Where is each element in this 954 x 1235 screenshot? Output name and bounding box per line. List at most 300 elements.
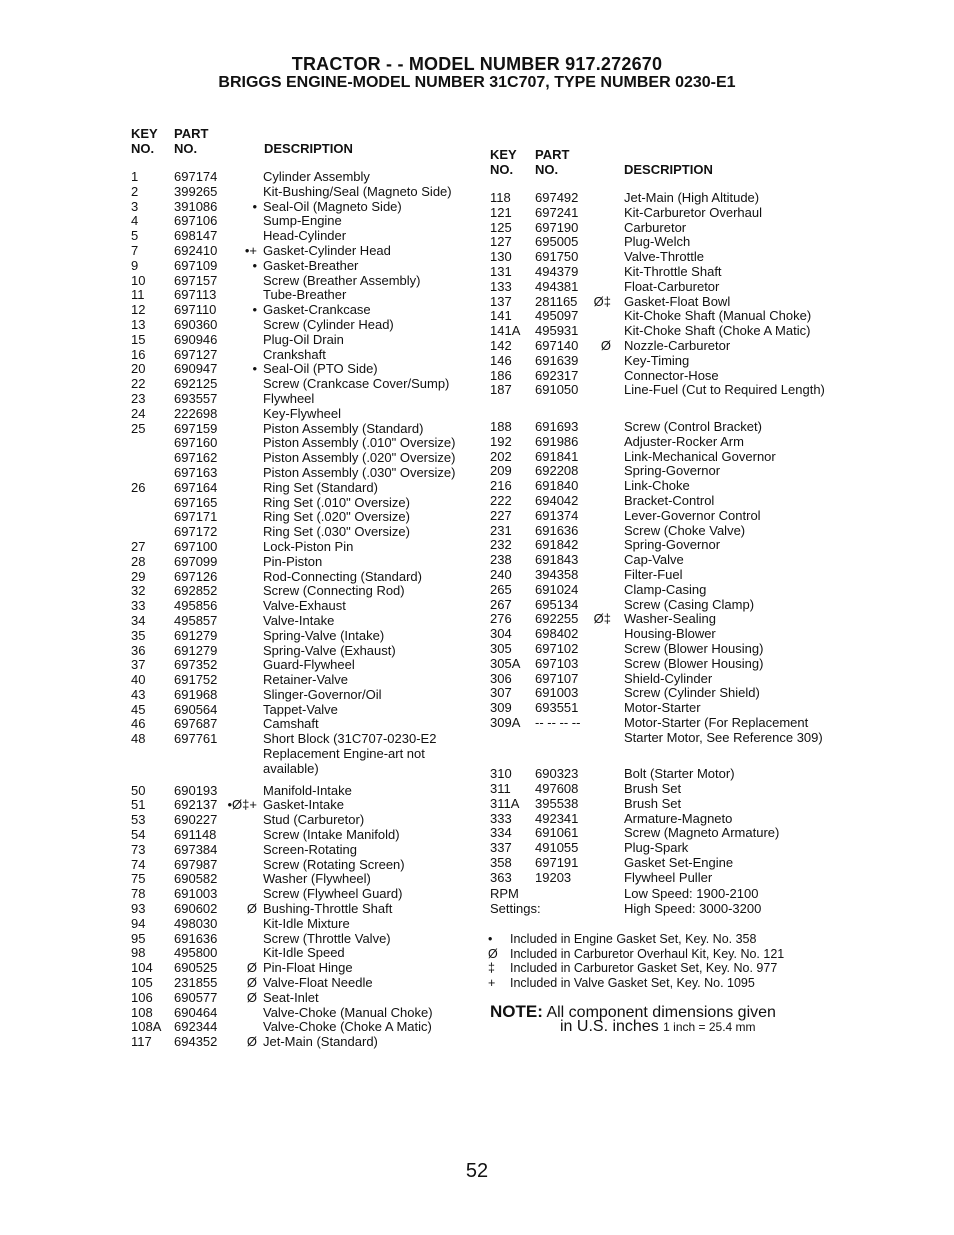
table-row bbox=[490, 627, 850, 642]
part-description: Ring Set (.010" Oversize) bbox=[263, 494, 410, 510]
part-number: 491055 bbox=[535, 840, 579, 856]
part-description: Washer (Flywheel) bbox=[263, 871, 371, 887]
key-number: 127 bbox=[490, 234, 512, 250]
part-description: Kit-Throttle Shaft bbox=[624, 263, 722, 279]
part-description: Line-Fuel (Cut to Required Length) bbox=[624, 382, 825, 398]
table-row bbox=[131, 717, 491, 732]
part-number: 698402 bbox=[535, 626, 579, 642]
part-number: 690464 bbox=[174, 1004, 218, 1020]
part-number: 495800 bbox=[174, 945, 218, 961]
part-description: Cap-Valve bbox=[624, 552, 684, 568]
part-number: 698147 bbox=[174, 228, 218, 244]
table-row bbox=[490, 538, 850, 553]
key-number: 216 bbox=[490, 478, 512, 494]
part-description: Sump-Engine bbox=[263, 213, 342, 229]
part-description: Gasket Set-Engine bbox=[624, 855, 734, 871]
key-number: 40 bbox=[131, 672, 146, 688]
key-number: 4 bbox=[131, 213, 139, 229]
part-number: 691024 bbox=[535, 581, 579, 597]
left-description-header: DESCRIPTION bbox=[264, 141, 353, 156]
key-number: 108A bbox=[131, 1019, 162, 1035]
key-number: 95 bbox=[131, 930, 146, 946]
part-description: Pin-Piston bbox=[263, 553, 323, 569]
part-description: Jet-Main (Standard) bbox=[263, 1034, 378, 1050]
part-number: 692410 bbox=[174, 242, 218, 258]
part-marker: Ø bbox=[246, 989, 257, 1005]
part-description: Tappet-Valve bbox=[263, 701, 338, 717]
table-row bbox=[131, 917, 491, 932]
key-number: 7 bbox=[131, 242, 139, 258]
key-number: 12 bbox=[131, 302, 146, 318]
part-number: 692344 bbox=[174, 1019, 218, 1035]
part-number: 695134 bbox=[535, 596, 579, 612]
part-description: Flywheel bbox=[263, 390, 315, 406]
part-marker: •+ bbox=[244, 242, 257, 258]
part-description: Housing-Blower bbox=[624, 626, 716, 642]
table-row bbox=[131, 614, 491, 629]
part-number: 495856 bbox=[174, 598, 218, 614]
part-number: 697384 bbox=[174, 841, 218, 857]
key-number: 53 bbox=[131, 812, 146, 828]
key-number: 25 bbox=[131, 420, 146, 436]
part-description: Tube-Breather bbox=[263, 287, 347, 303]
part-description: Valve-Intake bbox=[263, 612, 335, 628]
key-number: 104 bbox=[131, 960, 153, 976]
part-description: Retainer-Valve bbox=[263, 672, 349, 688]
part-description: Armature-Magneto bbox=[624, 810, 733, 826]
key-number: 5 bbox=[131, 228, 139, 244]
key-number: 333 bbox=[490, 810, 512, 826]
table-row bbox=[490, 250, 850, 265]
part-marker: • bbox=[252, 198, 257, 214]
part-description: Kit-Idle Speed bbox=[263, 945, 345, 961]
part-description: Screw (Intake Manifold) bbox=[263, 827, 400, 843]
part-number: 691374 bbox=[535, 507, 579, 523]
key-number: 358 bbox=[490, 855, 512, 871]
part-marker: Ø‡ bbox=[593, 611, 611, 627]
table-row bbox=[490, 701, 850, 716]
table-row bbox=[490, 642, 850, 657]
part-description: Guard-Flywheel bbox=[263, 657, 355, 673]
table-row bbox=[131, 828, 491, 843]
part-description: Link-Choke bbox=[624, 478, 690, 494]
table-row bbox=[490, 464, 850, 479]
dimension-note-line2: in U.S. inches 1 inch = 25.4 mm bbox=[560, 1018, 756, 1035]
table-row bbox=[131, 466, 491, 481]
key-number: 32 bbox=[131, 583, 146, 599]
part-description: Screw (Rotating Screen) bbox=[263, 856, 405, 872]
key-number: 51 bbox=[131, 797, 146, 813]
part-number: 697174 bbox=[174, 169, 218, 184]
part-description: Motor-Starter (For Replacement Starter Motor, See Reference 309) bbox=[624, 714, 823, 745]
part-description: Key-Timing bbox=[624, 352, 690, 368]
key-number: 20 bbox=[131, 361, 146, 377]
table-row bbox=[131, 887, 491, 902]
part-description: Stud (Carburetor) bbox=[263, 812, 365, 828]
part-description: Plug-Spark bbox=[624, 840, 689, 856]
right-key-header: KEY NO. bbox=[490, 147, 517, 177]
key-number: 22 bbox=[131, 376, 146, 392]
part-marker: Ø bbox=[600, 337, 611, 353]
part-description: Bolt (Starter Motor) bbox=[624, 766, 735, 782]
key-number: 54 bbox=[131, 827, 146, 843]
table-row bbox=[131, 318, 491, 333]
table-row bbox=[131, 244, 491, 259]
key-number: 265 bbox=[490, 581, 512, 597]
part-number: 690577 bbox=[174, 989, 218, 1005]
key-number: 209 bbox=[490, 463, 512, 479]
table-row bbox=[490, 797, 850, 812]
table-row bbox=[490, 191, 850, 206]
table-row bbox=[131, 1020, 491, 1035]
table-row bbox=[131, 170, 491, 185]
key-number: 9 bbox=[131, 257, 139, 273]
part-description: Screw (Magneto Armature) bbox=[624, 825, 780, 841]
table-row bbox=[490, 494, 850, 509]
part-number: 691842 bbox=[535, 537, 579, 553]
key-number: 29 bbox=[131, 568, 146, 584]
table-row bbox=[131, 214, 491, 229]
legend-item: ‡ Included in Carburetor Gasket Set, Key. No. 977 bbox=[488, 961, 778, 975]
table-row bbox=[131, 525, 491, 540]
part-description: Adjuster-Rocker Arm bbox=[624, 433, 744, 449]
part-number: 697109 bbox=[174, 257, 218, 273]
part-number: 690360 bbox=[174, 316, 218, 332]
key-number: 24 bbox=[131, 405, 146, 421]
key-number: 311A bbox=[490, 795, 520, 811]
part-description: Piston Assembly (Standard) bbox=[263, 420, 424, 436]
key-number: 305A bbox=[490, 655, 521, 671]
table-row bbox=[131, 407, 491, 422]
table-row bbox=[131, 510, 491, 525]
part-description: Kit-Idle Mixture bbox=[263, 915, 350, 931]
part-description: Plug-Welch bbox=[624, 234, 691, 250]
table-row bbox=[131, 555, 491, 570]
part-number: 697171 bbox=[174, 509, 218, 525]
part-marker: Ø‡ bbox=[593, 293, 611, 309]
part-description: Screw (Cylinder Shield) bbox=[624, 685, 760, 701]
table-row bbox=[131, 1035, 491, 1050]
part-number: 690323 bbox=[535, 766, 579, 782]
part-description: Connector-Hose bbox=[624, 367, 719, 383]
key-number: 309A bbox=[490, 714, 521, 730]
key-number: 309 bbox=[490, 700, 512, 716]
part-number: 692852 bbox=[174, 583, 218, 599]
table-row bbox=[131, 976, 491, 991]
left-key-header: KEY NO. bbox=[131, 126, 158, 156]
key-number: 27 bbox=[131, 538, 146, 554]
key-number: 142 bbox=[490, 337, 512, 353]
key-number: 186 bbox=[490, 367, 512, 383]
part-marker: Ø bbox=[246, 960, 257, 976]
table-row bbox=[490, 782, 850, 797]
table-row bbox=[131, 932, 491, 947]
table-row bbox=[131, 1006, 491, 1021]
part-number: 691840 bbox=[535, 478, 579, 494]
key-number: 73 bbox=[131, 841, 146, 857]
part-number: 697159 bbox=[174, 420, 218, 436]
key-number: 363 bbox=[490, 869, 512, 885]
key-number: 36 bbox=[131, 642, 146, 658]
part-number: 222698 bbox=[174, 405, 218, 421]
key-number: 192 bbox=[490, 433, 512, 449]
key-number: 311 bbox=[490, 781, 511, 797]
rpm-high-speed: High Speed: 3000-3200 bbox=[624, 900, 762, 916]
part-description: Screw (Blower Housing) bbox=[624, 655, 764, 671]
table-row bbox=[131, 496, 491, 511]
part-description: Screw (Throttle Valve) bbox=[263, 930, 391, 946]
key-number: 231 bbox=[490, 522, 512, 538]
part-description: Flywheel Puller bbox=[624, 869, 713, 885]
table-row bbox=[131, 946, 491, 961]
part-description: Crankshaft bbox=[263, 346, 326, 362]
part-number: 697352 bbox=[174, 657, 218, 673]
key-number: 125 bbox=[490, 219, 512, 235]
part-description: Ring Set (.020" Oversize) bbox=[263, 509, 410, 525]
table-row bbox=[490, 280, 850, 295]
table-row bbox=[131, 658, 491, 673]
part-description: Brush Set bbox=[624, 781, 682, 797]
part-description: Ring Set (Standard) bbox=[263, 479, 378, 495]
table-row bbox=[131, 481, 491, 496]
table-row bbox=[131, 422, 491, 437]
key-number: 202 bbox=[490, 448, 512, 464]
key-number: 141 bbox=[490, 308, 512, 324]
part-number: 697160 bbox=[174, 435, 218, 451]
part-description: Gasket-Crankcase bbox=[263, 302, 371, 318]
part-description: Piston Assembly (.020" Oversize) bbox=[263, 450, 456, 466]
key-number: 131 bbox=[490, 263, 512, 279]
part-description: Gasket-Float Bowl bbox=[624, 293, 731, 309]
part-description: Valve-Choke (Manual Choke) bbox=[263, 1004, 433, 1020]
table-row bbox=[490, 612, 850, 627]
key-number: 187 bbox=[490, 382, 512, 398]
part-description: Spring-Governor bbox=[624, 463, 721, 479]
part-description: Seat-Inlet bbox=[263, 989, 319, 1005]
table-row bbox=[131, 259, 491, 274]
table-row bbox=[490, 479, 850, 494]
table-row bbox=[131, 451, 491, 466]
part-number: 697190 bbox=[535, 219, 579, 235]
part-description: Seal-Oil (Magneto Side) bbox=[263, 198, 402, 214]
part-description: Slinger-Governor/Oil bbox=[263, 686, 382, 702]
table-row bbox=[490, 598, 850, 613]
right-description-header: DESCRIPTION bbox=[624, 162, 713, 177]
part-number: 697191 bbox=[535, 855, 579, 871]
part-number: 691841 bbox=[535, 448, 579, 464]
key-number: 45 bbox=[131, 701, 146, 717]
part-marker: • bbox=[252, 361, 257, 377]
table-row bbox=[490, 812, 850, 827]
table-row bbox=[131, 436, 491, 451]
part-number: 691636 bbox=[535, 522, 579, 538]
key-number: 15 bbox=[131, 331, 146, 347]
part-description: Clamp-Casing bbox=[624, 581, 707, 597]
part-description: Spring-Valve (Intake) bbox=[263, 627, 385, 643]
part-number: 691279 bbox=[174, 642, 218, 658]
part-description: Camshaft bbox=[263, 716, 319, 732]
part-number: 391086 bbox=[174, 198, 218, 214]
key-number: 33 bbox=[131, 598, 146, 614]
part-description: Jet-Main (High Altitude) bbox=[624, 190, 760, 205]
part-number: 697103 bbox=[535, 655, 579, 671]
key-number: 48 bbox=[131, 731, 146, 747]
key-number: 130 bbox=[490, 249, 512, 265]
table-row bbox=[490, 826, 850, 841]
part-number: 697126 bbox=[174, 568, 218, 584]
key-number: 106 bbox=[131, 989, 153, 1005]
part-number: 399265 bbox=[174, 183, 218, 199]
table-row bbox=[490, 856, 850, 871]
key-number: 13 bbox=[131, 316, 146, 332]
key-number: 222 bbox=[490, 492, 512, 508]
key-number: 334 bbox=[490, 825, 512, 841]
key-number: 305 bbox=[490, 640, 512, 656]
table-row bbox=[131, 333, 491, 348]
legend-item: Ø Included in Carburetor Overhaul Kit, Key. No. 121 bbox=[488, 946, 785, 961]
part-marker: • bbox=[252, 257, 257, 273]
part-marker: Ø bbox=[246, 975, 257, 991]
part-number: 697113 bbox=[174, 287, 217, 303]
key-number: 1 bbox=[131, 169, 139, 184]
part-number: 697127 bbox=[174, 346, 218, 362]
key-number: 28 bbox=[131, 553, 146, 569]
part-number: 697110 bbox=[174, 302, 217, 318]
table-row bbox=[490, 686, 850, 701]
part-description: Gasket-Intake bbox=[263, 797, 344, 813]
part-number: 497608 bbox=[535, 781, 579, 797]
table-row bbox=[490, 435, 850, 450]
part-description: Key-Flywheel bbox=[263, 405, 342, 421]
table-row bbox=[131, 843, 491, 858]
key-number: 2 bbox=[131, 183, 139, 199]
table-row bbox=[490, 420, 850, 435]
part-description: Kit-Choke Shaft (Manual Choke) bbox=[624, 308, 812, 324]
part-description: Bracket-Control bbox=[624, 492, 715, 508]
part-description: Gasket-Cylinder Head bbox=[263, 242, 391, 258]
table-row bbox=[490, 206, 850, 221]
part-number: 690564 bbox=[174, 701, 218, 717]
part-description: Screw (Breather Assembly) bbox=[263, 272, 421, 288]
page-title: TRACTOR - - MODEL NUMBER 917.272670 bbox=[291, 54, 663, 74]
part-description: Carburetor bbox=[624, 219, 687, 235]
part-number: 694042 bbox=[535, 492, 579, 508]
key-number: 37 bbox=[131, 657, 146, 673]
part-number: 691750 bbox=[535, 249, 579, 265]
part-number: 697140 bbox=[535, 337, 579, 353]
part-number: 495857 bbox=[174, 612, 218, 628]
part-number: 694352 bbox=[174, 1034, 218, 1050]
table-row bbox=[131, 673, 491, 688]
table-row bbox=[490, 568, 850, 583]
table-row bbox=[131, 858, 491, 873]
key-number: 93 bbox=[131, 901, 146, 917]
table-row bbox=[131, 644, 491, 659]
part-number: 693557 bbox=[174, 390, 218, 406]
conversion-text: 1 inch = 25.4 mm bbox=[663, 1020, 756, 1034]
part-number: 691986 bbox=[535, 433, 579, 449]
part-number: 691050 bbox=[535, 382, 579, 398]
part-description: Shield-Cylinder bbox=[624, 670, 713, 686]
left-parts-table bbox=[131, 170, 491, 1050]
table-row bbox=[131, 362, 491, 377]
part-description: Piston Assembly (.010" Oversize) bbox=[263, 435, 456, 451]
part-number: 690946 bbox=[174, 331, 218, 347]
part-description: Valve-Choke (Choke A Matic) bbox=[263, 1019, 432, 1035]
part-description: Bushing-Throttle Shaft bbox=[263, 901, 393, 917]
key-number: 267 bbox=[490, 596, 512, 612]
part-marker: • bbox=[252, 302, 257, 318]
part-description: Valve-Exhaust bbox=[263, 598, 346, 614]
key-number: 188 bbox=[490, 418, 512, 434]
part-number: 690227 bbox=[174, 812, 218, 828]
part-number: 492341 bbox=[535, 810, 579, 826]
table-row bbox=[490, 221, 850, 236]
table-row bbox=[490, 524, 850, 539]
table-row bbox=[131, 274, 491, 289]
part-number: 690947 bbox=[174, 361, 218, 377]
page-number: 52 bbox=[465, 1160, 489, 1182]
part-marker: Ø bbox=[246, 901, 257, 917]
part-number: 697102 bbox=[535, 640, 579, 656]
part-number: 690582 bbox=[174, 871, 218, 887]
legend-item: + Included in Valve Gasket Set, Key. No. 1095 bbox=[488, 975, 755, 990]
part-description: Plug-Oil Drain bbox=[263, 331, 344, 347]
table-row bbox=[490, 354, 850, 369]
part-description: Nozzle-Carburetor bbox=[624, 337, 731, 353]
table-row bbox=[490, 235, 850, 250]
part-description: Screw (Crankcase Cover/Sump) bbox=[263, 376, 450, 392]
part-number: 697107 bbox=[535, 670, 579, 686]
part-number: 691148 bbox=[174, 827, 217, 843]
key-number: 121 bbox=[490, 204, 512, 220]
table-row bbox=[490, 767, 850, 782]
table-row bbox=[490, 716, 850, 760]
part-number: 495931 bbox=[535, 323, 579, 339]
part-number: 697761 bbox=[174, 731, 218, 747]
part-number: 697163 bbox=[174, 464, 218, 480]
part-number: 691968 bbox=[174, 686, 218, 702]
part-description: Valve-Throttle bbox=[624, 249, 704, 265]
part-number: 693551 bbox=[535, 700, 579, 716]
table-row bbox=[131, 688, 491, 703]
key-number: 78 bbox=[131, 886, 146, 902]
key-number: 133 bbox=[490, 278, 512, 294]
part-description: Screw (Choke Valve) bbox=[624, 522, 746, 538]
part-number: 691639 bbox=[535, 352, 579, 368]
key-number: 26 bbox=[131, 479, 146, 495]
left-part-header: PART NO. bbox=[174, 126, 209, 156]
table-row bbox=[490, 583, 850, 598]
part-description: Spring-Governor bbox=[624, 537, 721, 553]
right-parts-table bbox=[490, 191, 850, 886]
part-description: Rod-Connecting (Standard) bbox=[263, 568, 422, 584]
table-row bbox=[131, 902, 491, 917]
table-row bbox=[490, 450, 850, 465]
key-number: 276 bbox=[490, 611, 512, 627]
table-row bbox=[131, 377, 491, 392]
table-row bbox=[490, 509, 850, 524]
table-row bbox=[490, 383, 850, 413]
table-row bbox=[131, 584, 491, 599]
part-number: 690602 bbox=[174, 901, 218, 917]
key-number: 118 bbox=[490, 190, 511, 205]
part-number: 394358 bbox=[535, 566, 579, 582]
key-number: 3 bbox=[131, 198, 139, 214]
table-row bbox=[490, 553, 850, 568]
key-number: 46 bbox=[131, 716, 146, 732]
part-number: 19203 bbox=[535, 869, 572, 885]
